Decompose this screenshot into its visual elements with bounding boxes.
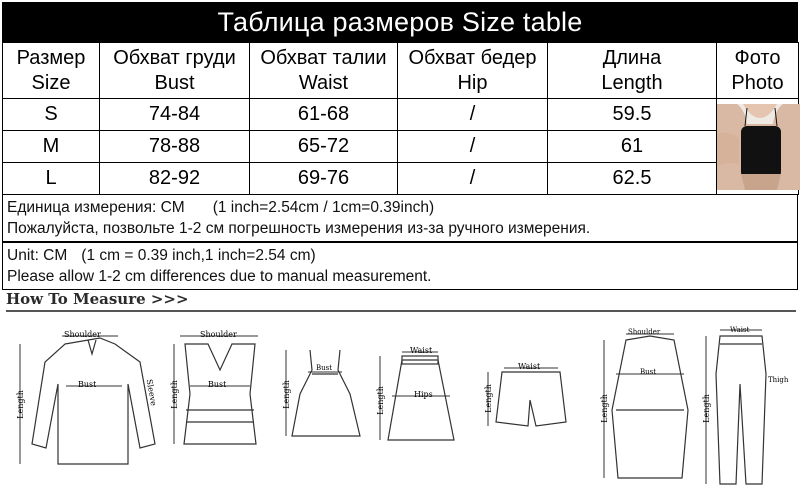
chart-title: Таблица размеров Size table	[2, 2, 798, 42]
header-label-ru: Обхват груди	[113, 46, 236, 69]
label-waist: Waist	[518, 362, 541, 371]
header-label-en: Size	[31, 71, 71, 94]
note-russian	[2, 195, 798, 242]
size-chart	[2, 2, 798, 290]
header-label-ru: Длина	[602, 46, 662, 69]
header-label-ru: Фото	[734, 46, 781, 69]
header-photo	[717, 43, 799, 99]
table-header-row	[3, 43, 799, 99]
label-bust: Bust	[208, 380, 227, 389]
label-length: Length	[599, 394, 609, 423]
header-label-ru: Размер	[16, 46, 86, 69]
table-row	[3, 131, 799, 163]
tolerance-text: Пожалуйста, позвольте 1-2 см погрешность измерения из-за ручного измерения.	[7, 220, 591, 237]
header-label-en: Length	[601, 71, 663, 94]
note-english	[2, 242, 798, 290]
cell-photo	[717, 99, 799, 195]
label-waist: Waist	[730, 326, 750, 334]
cell-length: 59.5	[548, 99, 717, 131]
product-photo	[717, 104, 800, 190]
header-label-en: Hip	[457, 71, 488, 94]
label-shoulder: Shoulder	[64, 330, 101, 339]
label-bust: Bust	[640, 368, 657, 376]
header-label-ru: Обхват талии	[260, 46, 387, 69]
divider	[6, 310, 796, 312]
cell-bust: 74-84	[100, 99, 250, 131]
label-hips: Hips	[414, 390, 433, 399]
garment-sketches	[0, 314, 800, 496]
label-waist: Waist	[410, 346, 433, 355]
header-bust	[100, 43, 250, 99]
header-size	[3, 43, 100, 99]
size-table	[2, 42, 799, 195]
table-row	[3, 99, 799, 131]
cell-hip: /	[398, 131, 548, 163]
cell-waist: 65-72	[250, 131, 398, 163]
label-length: Length	[281, 380, 291, 409]
cell-hip: /	[398, 99, 548, 131]
header-label-ru: Обхват бедер	[408, 46, 537, 69]
how-to-measure-title: How To Measure >>>	[6, 290, 189, 308]
cell-waist: 69-76	[250, 163, 398, 195]
header-length	[548, 43, 717, 99]
how-to-measure-header	[6, 290, 796, 312]
cell-bust: 78-88	[100, 131, 250, 163]
conversion-text: (1 cm = 0.39 inch,1 inch=2.54 cm)	[81, 247, 316, 264]
tolerance-text: Please allow 1-2 cm differences due to manual measurement.	[7, 268, 432, 285]
label-thigh: Thigh	[768, 376, 789, 384]
conversion-text: (1 inch=2.54cm / 1cm=0.39inch)	[212, 199, 435, 216]
table-row	[3, 163, 799, 195]
header-label-en: Waist	[298, 71, 349, 94]
unit-text: Unit: CM	[7, 247, 68, 264]
label-length: Length	[701, 394, 711, 423]
cell-size: L	[3, 163, 100, 195]
label-length: Length	[15, 390, 25, 419]
cell-waist: 61-68	[250, 99, 398, 131]
header-label-en: Bust	[154, 71, 195, 94]
label-shoulder: Shoulder	[200, 330, 237, 339]
label-bust: Bust	[78, 380, 97, 389]
cell-size: M	[3, 131, 100, 163]
cell-length: 62.5	[548, 163, 717, 195]
cell-hip: /	[398, 163, 548, 195]
cell-length: 61	[548, 131, 717, 163]
measurement-diagrams	[0, 314, 800, 496]
header-waist	[250, 43, 398, 99]
label-shoulder: Shoulder	[628, 328, 661, 336]
cell-bust: 82-92	[100, 163, 250, 195]
label-length: Length	[375, 386, 385, 415]
label-sleeve: Sleeve	[144, 378, 159, 407]
header-label-en: Photo	[731, 71, 784, 94]
cell-size: S	[3, 99, 100, 131]
label-bust: Bust	[316, 364, 333, 372]
unit-text: Единица измерения: CM	[7, 199, 185, 216]
header-hip	[398, 43, 548, 99]
label-length: Length	[483, 384, 493, 413]
label-length: Length	[169, 380, 179, 409]
